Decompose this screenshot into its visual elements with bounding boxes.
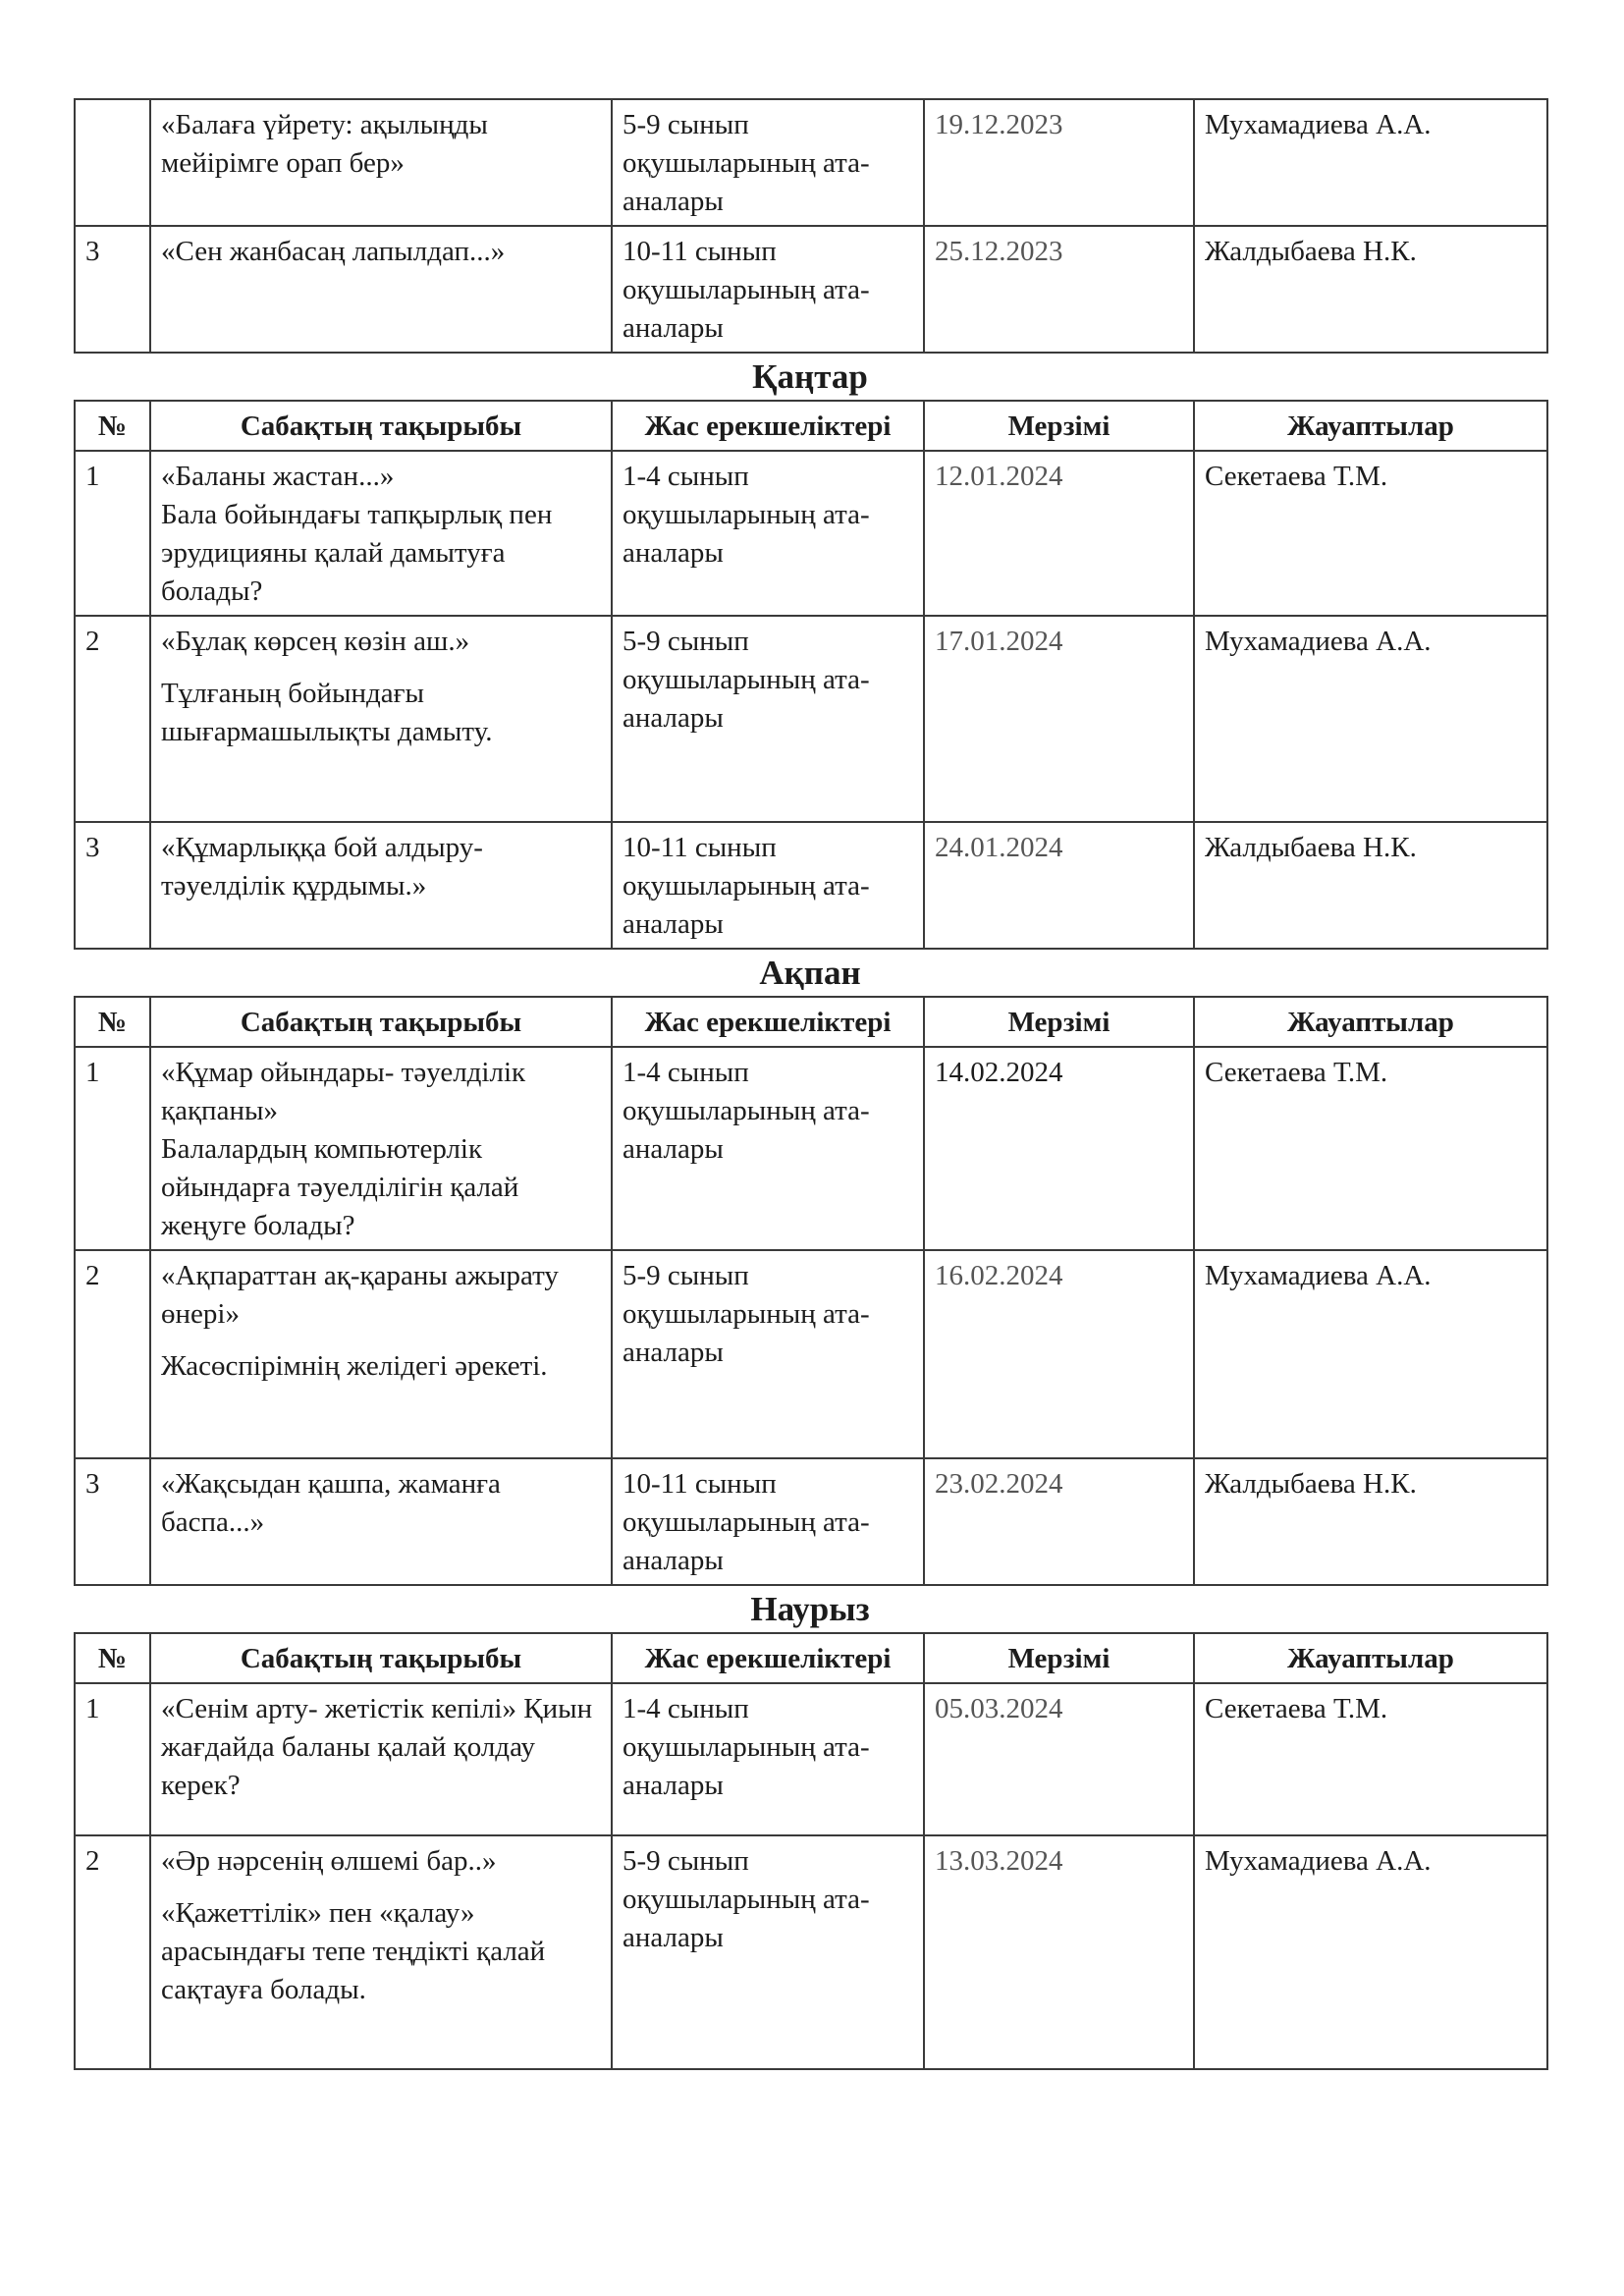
row-date: 25.12.2023 <box>924 226 1194 353</box>
header-topic: Сабақтың тақырыбы <box>150 997 612 1047</box>
row-responsible: Мухамадиева А.А. <box>1194 616 1547 822</box>
month-heading-january: Қаңтар <box>752 357 868 396</box>
row-responsible: Секетаева Т.М. <box>1194 451 1547 616</box>
table-row <box>75 99 1547 226</box>
table-row <box>75 451 1547 616</box>
header-topic: Сабақтың тақырыбы <box>150 1633 612 1683</box>
header-number: № <box>75 401 150 451</box>
table-row <box>75 822 1547 949</box>
row-age: 5-9 сынып оқушыларының ата-аналары <box>612 616 924 822</box>
header-date: Мерзімі <box>924 997 1194 1047</box>
row-age: 10-11 сынып оқушыларының ата-аналары <box>612 822 924 949</box>
row-age: 10-11 сынып оқушыларының ата-аналары <box>612 1458 924 1585</box>
row-number: 1 <box>75 451 150 616</box>
row-date: 19.12.2023 <box>924 99 1194 226</box>
header-age: Жас ерекшеліктері <box>612 997 924 1047</box>
row-responsible: Жалдыбаева Н.К. <box>1194 226 1547 353</box>
row-topic: «Баланы жастан...» Бала бойындағы тапқырлық пен эрудицияны қалай дамытуға болады? <box>150 451 612 616</box>
row-age: 5-9 сынып оқушыларының ата-аналары <box>612 1835 924 2069</box>
row-responsible: Мухамадиева А.А. <box>1194 1250 1547 1458</box>
row-number: 2 <box>75 616 150 822</box>
row-topic: «Сен жанбасаң лапылдап...» <box>150 226 612 353</box>
row-responsible: Мухамадиева А.А. <box>1194 1835 1547 2069</box>
header-age: Жас ерекшеліктері <box>612 1633 924 1683</box>
row-number: 1 <box>75 1683 150 1835</box>
row-topic: «Ақпараттан ақ-қараны ажырату өнері» Жасөспірімнің желідегі әрекеті. <box>150 1250 612 1458</box>
row-date: 24.01.2024 <box>924 822 1194 949</box>
row-number: 1 <box>75 1047 150 1250</box>
february-table <box>74 996 1548 1586</box>
row-age: 5-9 сынып оқушыларының ата-аналары <box>612 1250 924 1458</box>
row-age: 10-11 сынып оқушыларының ата-аналары <box>612 226 924 353</box>
row-number: 2 <box>75 1835 150 2069</box>
march-table <box>74 1632 1548 2070</box>
header-topic: Сабақтың тақырыбы <box>150 401 612 451</box>
row-responsible: Секетаева Т.М. <box>1194 1047 1547 1250</box>
row-responsible: Секетаева Т.М. <box>1194 1683 1547 1835</box>
header-responsible: Жауаптылар <box>1194 997 1547 1047</box>
document-page <box>74 98 1546 2070</box>
header-number: № <box>75 997 150 1047</box>
table-row <box>75 1835 1547 2069</box>
row-number: 2 <box>75 1250 150 1458</box>
header-number: № <box>75 1633 150 1683</box>
header-row <box>75 401 1547 451</box>
header-age: Жас ерекшеліктері <box>612 401 924 451</box>
december-table <box>74 98 1548 354</box>
row-date: 23.02.2024 <box>924 1458 1194 1585</box>
row-number: 3 <box>75 822 150 949</box>
row-date: 13.03.2024 <box>924 1835 1194 2069</box>
row-topic: «Жақсыдан қашпа, жаманға баспа...» <box>150 1458 612 1585</box>
january-table <box>74 400 1548 950</box>
row-date: 17.01.2024 <box>924 616 1194 822</box>
table-row <box>75 1458 1547 1585</box>
row-number: 3 <box>75 226 150 353</box>
header-date: Мерзімі <box>924 401 1194 451</box>
row-date: 16.02.2024 <box>924 1250 1194 1458</box>
table-row <box>75 226 1547 353</box>
row-number: 3 <box>75 1458 150 1585</box>
table-row <box>75 616 1547 822</box>
header-row <box>75 997 1547 1047</box>
row-topic: «Бұлақ көрсең көзін аш.» Тұлғаның бойындағы шығармашылықты дамыту. <box>150 616 612 822</box>
row-topic: «Құмар ойындары- тәуелділік қақпаны» Балалардың компьютерлік ойындарға тәуелділігін қалай жеңуге болады? <box>150 1047 612 1250</box>
row-topic: «Балаға үйрету: ақылыңды мейірімге орап бер» <box>150 99 612 226</box>
header-date: Мерзімі <box>924 1633 1194 1683</box>
row-age: 1-4 сынып оқушыларының ата-аналары <box>612 1683 924 1835</box>
row-age: 1-4 сынып оқушыларының ата-аналары <box>612 1047 924 1250</box>
row-date: 12.01.2024 <box>924 451 1194 616</box>
row-number <box>75 99 150 226</box>
row-topic: «Сенім арту- жетістік кепілі» Қиын жағдайда баланы қалай қолдау керек? <box>150 1683 612 1835</box>
row-date: 05.03.2024 <box>924 1683 1194 1835</box>
header-responsible: Жауаптылар <box>1194 1633 1547 1683</box>
month-heading-march: Наурыз <box>750 1590 870 1628</box>
table-row <box>75 1683 1547 1835</box>
row-responsible: Мухамадиева А.А. <box>1194 99 1547 226</box>
row-topic: «Әр нәрсенің өлшемі бар..» «Қажеттілік» пен «қалау» арасындағы тепе теңдікті қалай сақтауға болады. <box>150 1835 612 2069</box>
row-date: 14.02.2024 <box>924 1047 1194 1250</box>
row-responsible: Жалдыбаева Н.К. <box>1194 1458 1547 1585</box>
table-row <box>75 1047 1547 1250</box>
month-heading-february: Ақпан <box>759 954 861 992</box>
header-responsible: Жауаптылар <box>1194 401 1547 451</box>
header-row <box>75 1633 1547 1683</box>
table-row <box>75 1250 1547 1458</box>
row-age: 1-4 сынып оқушыларының ата-аналары <box>612 451 924 616</box>
row-topic: «Құмарлыққа бой алдыру- тәуелділік құрдымы.» <box>150 822 612 949</box>
row-responsible: Жалдыбаева Н.К. <box>1194 822 1547 949</box>
row-age: 5-9 сынып оқушыларының ата-аналары <box>612 99 924 226</box>
